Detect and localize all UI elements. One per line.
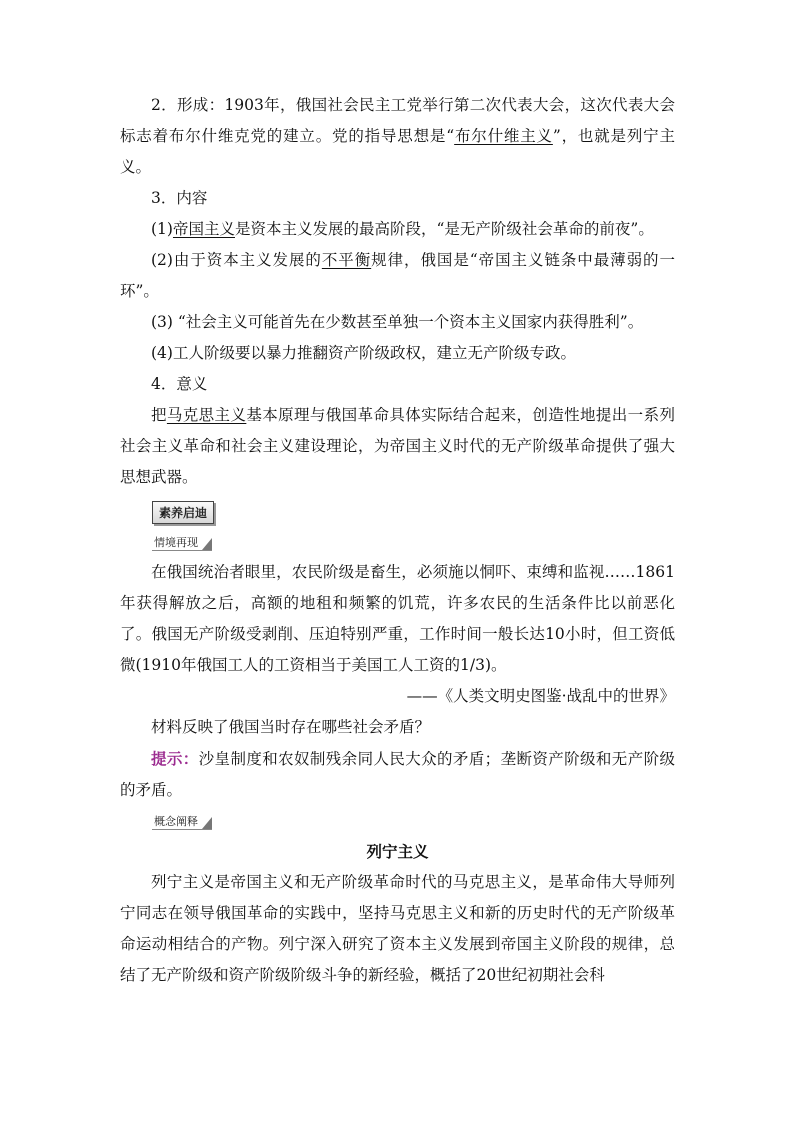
item-1-text: 是资本主义发展的最高阶段，“是无产阶级社会革命的前夜”。 — [234, 220, 654, 238]
scenario-tag: 情境再现 — [152, 534, 212, 551]
bolshevism-term: 布尔什维主义 — [454, 127, 553, 145]
content-item-1 — [120, 214, 675, 245]
content-item-2 — [120, 245, 675, 307]
concept-tag: 概念阐释 — [152, 813, 212, 830]
section-2-text-end: ”，也就是列宁主义。 — [120, 127, 675, 176]
hint-label: 提示： — [151, 749, 199, 768]
hint-text: 沙皇制度和农奴制残余同人民大众的矛盾；垄断资产阶级和无产阶级的矛盾。 — [120, 750, 675, 799]
unevenness-term: 不平衡 — [321, 251, 372, 269]
content-item-4: (4)工人阶级要以暴力推翻资产阶级政权，建立无产阶级专政。 — [151, 344, 576, 362]
item-2-text: (2)由于资本主义发展的 — [151, 251, 322, 269]
sig-text-end: 基本原理与俄国革命具体实际结合起来，创造性地提出一系列社会主义革命和社会主义建设理论，为帝国主义时代的无产阶级革命提供了强大思想武器。 — [120, 406, 675, 486]
concept-title: 列宁主义 — [366, 842, 429, 861]
scenario-hint — [120, 743, 675, 806]
tag-row-concept — [120, 806, 675, 836]
item-2-text-end: 规律，俄国是“帝国主义链条中最薄弱的一环”。 — [120, 251, 675, 300]
section-2-formation — [120, 90, 675, 183]
section-4-heading: 4．意义 — [151, 375, 208, 393]
marxism-term: 马克思主义 — [166, 406, 247, 424]
item-1-num: (1) — [151, 220, 173, 238]
content-item-3: (3) “社会主义可能首先在少数甚至单独一个资本主义国家内获得胜利”。 — [151, 313, 644, 331]
scenario-source: ——《人类文明史图鉴·战乱中的世界》 — [406, 687, 675, 705]
literacy-tag: 素养启迪 — [152, 501, 214, 524]
section-3-heading: 3．内容 — [151, 189, 208, 207]
tag-row-main — [120, 497, 675, 527]
section-2-text: 2．形成：1903年，俄国社会民主工党举行第二次代表大会，这次代表大会标志着布尔什维克党的建立。党的指导思想是“ — [120, 96, 675, 145]
sig-text: 把 — [151, 406, 167, 424]
significance-paragraph — [120, 400, 675, 493]
tag-row-scenario — [120, 527, 675, 557]
scenario-material: 在俄国统治者眼里，农民阶级是畜生，必须施以恫吓、束缚和监视……1861年获得解放之后，高额的地租和频繁的饥荒，许多农民的生活条件比以前恶化了。俄国无产阶级受剥削、压迫特别严重，工作时间一般长达10小时，但工资低微(1910年俄国工人的工资相当于美国工人工资的1/3)。 — [120, 563, 675, 674]
concept-paragraph: 列宁主义是帝国主义和无产阶级革命时代的马克思主义，是革命伟大导师列宁同志在领导俄国革命的实践中，坚持马克思主义和新的历史时代的无产阶级革命运动相结合的产物。列宁深入研究了资本主义发展到帝国主义阶段的规律，总结了无产阶级和资产阶级阶级斗争的新经验，概括了20世纪初期社会科 — [120, 873, 675, 984]
imperialism-term: 帝国主义 — [172, 220, 235, 238]
document-page — [120, 90, 675, 991]
scenario-question: 材料反映了俄国当时存在哪些社会矛盾？ — [151, 718, 431, 736]
